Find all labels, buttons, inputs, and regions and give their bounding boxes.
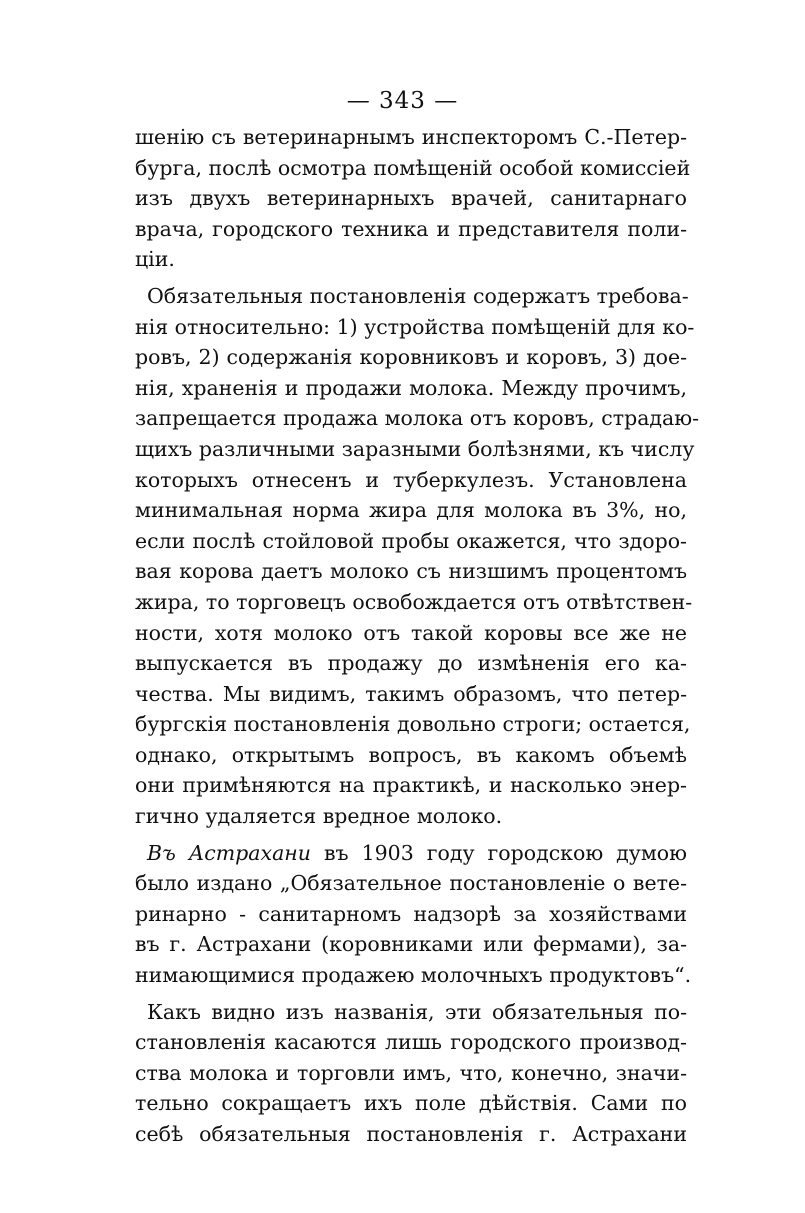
text-line: тельно сокращаетъ ихъ поле дѣйствія. Сами по [135, 1091, 687, 1116]
text-line: ства молока и торговли имъ, что, конечно, значи- [135, 1060, 687, 1085]
paragraph [135, 122, 691, 275]
text-line: становленія касаются лишь городского производ- [135, 1030, 687, 1055]
text-line: въ г. Астрахани (коровниками или фермами), за- [135, 932, 687, 957]
text-line: выпускается въ продажу до измѣненія его ка- [135, 651, 687, 676]
text-line: они примѣняются на практикѣ, и насколько энер- [135, 773, 687, 798]
text-line: было издано „Обязательное постановленіе о вете- [135, 871, 687, 896]
body-text [135, 122, 700, 1150]
paragraph [135, 281, 700, 832]
text-run: въ 1903 году городскою думою [324, 840, 687, 865]
text-line: изъ двухъ ветеринарныхъ врачей, санитарнаго [135, 186, 687, 211]
text-line: шенію съ ветеринарнымъ инспекторомъ С.-Петер- [135, 125, 687, 149]
text-line: ціи. [135, 247, 175, 272]
text-line: бургскія постановленія довольно строги; остается, [135, 712, 691, 737]
text-line: врача, городского техника и представителя поли- [135, 216, 687, 241]
text-line: запрещается продажа молока отъ коровъ, страдаю- [135, 406, 700, 431]
text-line: чества. Мы видимъ, такимъ образомъ, что петер- [135, 681, 687, 706]
paragraph [135, 838, 692, 991]
text-line: гично удаляется вредное молоко. [135, 804, 503, 829]
text-line: ринарно - санитарномъ надзорѣ за хозяйствами [135, 901, 687, 926]
text-line: ровъ, 2) содержанія коровниковъ и коровъ, 3) дое- [135, 345, 687, 370]
text-line: если послѣ стойловой пробы окажется, что здоро- [135, 528, 687, 553]
paragraph [135, 997, 687, 1150]
text-line: нимающимися продажею молочныхъ продуктовъ“. [135, 963, 692, 988]
text-line: которыхъ отнесенъ и туберкулезъ. Установлена [135, 467, 687, 492]
text-line: Какъ видно изъ названія, эти обязательныя по- [147, 999, 687, 1024]
text-line: минимальная норма жира для молока въ 3%, но, [135, 498, 687, 523]
text-line: вая корова даетъ молоко съ низшимъ процентомъ [135, 559, 687, 584]
text-line: нія относительно: 1) устройства помѣщеній для ко- [135, 314, 695, 339]
text-line: себѣ обязательныя постановленія г. Астрахани [135, 1122, 687, 1146]
text-line: щихъ различными заразными болѣзнями, къ числу [135, 436, 695, 461]
text-line [135, 838, 687, 869]
text-line: бурга, послѣ осмотра помѣщеній особой комиссіей [135, 155, 691, 180]
text-line: Обязательныя постановленія содержатъ требова- [147, 283, 689, 308]
page-number: — 343 — [346, 88, 459, 114]
text-line: нія, храненія и продажи молока. Между прочимъ, [135, 375, 687, 400]
text-line: ности, хотя молоко отъ такой коровы все же не [135, 620, 687, 645]
italic-lead: Въ Астрахани [147, 840, 312, 865]
text-line: жира, то торговецъ освобождается отъ отвѣтствен- [135, 589, 693, 614]
text-line: однако, открытымъ вопросъ, въ какомъ объемѣ [135, 742, 687, 767]
